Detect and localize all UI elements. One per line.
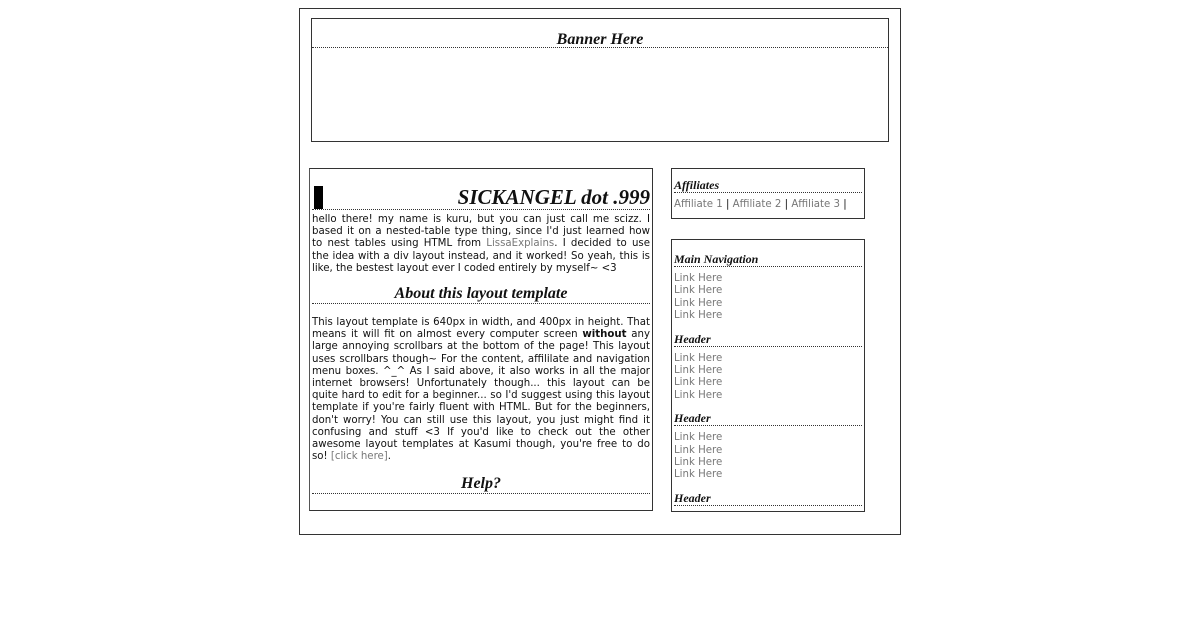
intro-paragraph: hello there! my name is kuru, but you can just call me scizz. I based it on a nested-table type thing, since I'd just learned how to nest tables using HTML from LissaExplains. I decided to use the idea with a div layout instead, and it worked! So yeah, this is like, the bestest layout ever I coded entirely by myself~ <3: [312, 214, 650, 274]
site-title: [312, 185, 650, 210]
nav-link-list: [674, 353, 862, 403]
banner-title: Banner Here: [312, 32, 888, 48]
nav-link[interactable]: Link Here: [674, 444, 723, 456]
nav-link[interactable]: Link Here: [674, 365, 723, 377]
banner: [311, 18, 889, 142]
nav-link[interactable]: Link Here: [674, 389, 723, 401]
affiliate-link[interactable]: Affiliate 2: [732, 199, 782, 210]
nav-link[interactable]: Link Here: [674, 457, 723, 469]
nav-link[interactable]: Link Here: [674, 352, 723, 364]
nav-link[interactable]: Link Here: [674, 273, 723, 284]
affiliate-link[interactable]: Affiliate 1: [674, 199, 723, 210]
navigation-box[interactable]: [671, 239, 865, 512]
affiliate-separator: |: [843, 199, 847, 210]
nav-section-heading: Header: [674, 492, 862, 506]
nav-section-heading: Header: [674, 333, 862, 347]
about-paragraph: This layout template is 640px in width, and 400px in height. That means it will fit on almost every computer screen without any large annoying scrollbars at the bottom of the page! This layout uses scrollbars though~ For the content, affililate and navigation menu boxes. ^_^ As I said above, it also works in all the major internet browsers! Unfortunately though... this layout can be quite hard to edit for a beginner... so I'd suggest using this layout template if you're fairly fluent with HTML. But for the beginners, don't worry! You can still use this layout, you just might find it confusing and stuff <3 If you'd like to check out the other awesome layout templates at Kasumi though, you're free to do so! [click here].: [312, 317, 650, 463]
nav-section-heading: Header: [674, 412, 862, 426]
affiliates-heading: Affiliates: [674, 179, 862, 193]
affiliate-link[interactable]: Affiliate 3: [791, 199, 841, 210]
affiliate-separator: |: [725, 199, 730, 210]
nav-link[interactable]: Link Here: [674, 310, 723, 322]
nav-link[interactable]: Link Here: [674, 432, 723, 444]
content-box[interactable]: [309, 168, 653, 511]
nav-section-heading: Main Navigation: [674, 253, 862, 267]
nav-link-list: [674, 273, 862, 323]
affiliates-box: [671, 168, 865, 219]
nav-link[interactable]: Link Here: [674, 469, 723, 481]
affiliates-list: [674, 199, 862, 211]
site-title-text: SICKANGEL dot .999: [457, 185, 650, 209]
affiliate-separator: |: [784, 199, 789, 210]
click-here-link[interactable]: [click here]: [330, 451, 388, 463]
help-heading: Help?: [312, 475, 650, 494]
nav-link-list: [674, 432, 862, 482]
nav-link[interactable]: Link Here: [674, 297, 723, 309]
nav-link[interactable]: Link Here: [674, 285, 723, 297]
lissaexplains-link[interactable]: LissaExplains: [486, 238, 555, 250]
nav-link[interactable]: Link Here: [674, 377, 723, 389]
title-bar-decoration: [314, 186, 323, 209]
about-heading: About this layout template: [312, 285, 650, 304]
